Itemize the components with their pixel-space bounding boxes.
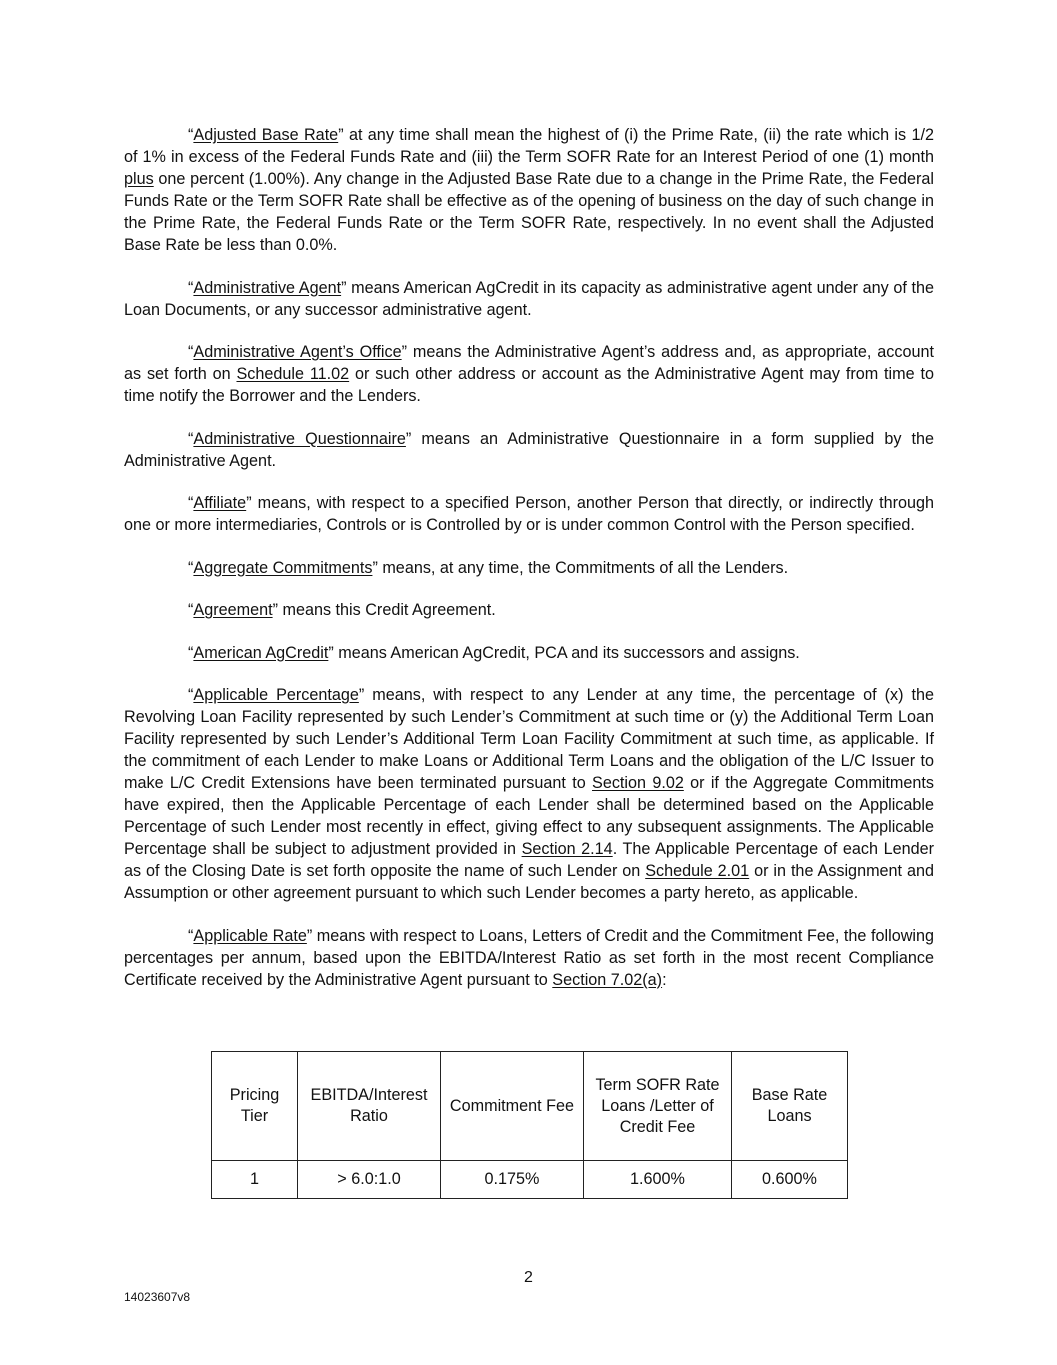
definition-administrative-agents-office: “Administrative Agent’s Office” means the Administrative Agent’s address and, as appropriate, account as set forth on Schedule 11.02 or such other address or account as the Administrative Agent may from time to time notify the Borrower and the Lenders. [124,343,934,405]
cross-reference: Schedule 2.01 [645,862,750,880]
definition-affiliate: “Affiliate” means, with respect to a specified Person, another Person that directly, or indirectly through one or more intermediaries, Controls or is Controlled by or is under common Control with the Person specified. [124,494,934,534]
definition-agreement: “Agreement” means this Credit Agreement. [188,601,496,619]
cross-reference: Schedule 11.02 [236,365,350,383]
cross-reference: Section 2.14 [521,840,613,858]
definition-aggregate-commitments: “Aggregate Commitments” means, at any time, the Commitments of all the Lenders. [188,558,789,577]
defined-term: Administrative Agent’s Office [193,343,402,361]
table-header-row [212,1052,848,1161]
table-cell: 1.600% [584,1161,732,1199]
defined-term: Affiliate [193,494,247,512]
defined-term: Adjusted Base Rate [193,126,339,144]
definition-applicable-rate: “Applicable Rate” means with respect to Loans, Letters of Credit and the Commitment Fee, the following percentages per annum, based upon the EBITDA/Interest Ratio as set forth in the most recent Compliance Certificate received by the Administrative Agent pursuant to Section 7.02(a): [124,926,934,989]
definition-american-agcredit: “American AgCredit” means American AgCredit, PCA and its successors and assigns. [188,643,800,662]
defined-term: Applicable Percentage [193,686,359,704]
definition-applicable-percentage: “Applicable Percentage” means, with respect to any Lender at any time, the percentage of (x) the Revolving Loan Facility represented by such Lender’s Commitment at such time or (y) the Additional Term Loan Facility represented by such Lender’s Additional Term Loan Facility Commitment at such time, as applicable. If the commitment of each Lender to make Loans or Additional Term Loans and the obligation of the L/C Issuer to make L/C Credit Extensions have been terminated pursuant to Section 9.02 or if the Aggregate Commitments have expired, then the Applicable Percentage of each Lender shall be determined based on the Applicable Percentage of such Lender most recently in effect, giving effect to any subsequent assignments. The Applicable Percentage shall be subject to adjustment provided in Section 2.14. The Applicable Percentage of each Lender as of the Closing Date is set forth opposite the name of such Lender on Schedule 2.01 or in the Assignment and Assumption or other agreement pursuant to which such Lender becomes a party hereto, as applicable. [124,686,935,902]
document-id: 14023607v8 [124,1290,191,1304]
definition-administrative-agent: “Administrative Agent” means American AgCredit in its capacity as administrative agent under any of the Loan Documents, or any successor administrative agent. [124,278,934,319]
cross-reference: Section 9.02 [592,774,684,792]
page-number: 2 [524,1269,533,1286]
table-header-cell: EBITDA/Interest Ratio [298,1052,441,1161]
definition-adjusted-base-rate: “Adjusted Base Rate” at any time shall mean the highest of (i) the Prime Rate, (ii) the rate which is 1/2 of 1% in excess of the Federal Funds Rate and (iii) the Term SOFR Rate for an Interest Period of one (1) month plus one percent (1.00%). Any change in the Adjusted Base Rate due to a change in the Prime Rate, the Federal Funds Rate or the Term SOFR Rate shall be effective as of the opening of business on the day of such change in the Prime Rate, the Federal Funds Rate or the Term SOFR Rate, respectively. In no event shall the Adjusted Base Rate be less than 0.0%. [124,126,934,254]
defined-term: Administrative Agent [193,278,342,297]
defined-term: Applicable Rate [193,926,307,945]
table-header-cell: Pricing Tier [212,1052,298,1161]
defined-term: American AgCredit [193,643,329,662]
definition-administrative-questionnaire: “Administrative Questionnaire” means an Administrative Questionnaire in a form supplied by the Administrative Agent. [124,429,934,470]
defined-term: Aggregate Commitments [193,558,373,577]
table-cell: 0.600% [732,1161,848,1199]
table-header-cell: Base Rate Loans [732,1052,848,1161]
table-row [212,1161,848,1199]
pricing-table [211,1051,848,1199]
cross-reference: Section 7.02(a) [552,970,663,989]
table-cell: > 6.0:1.0 [298,1161,441,1199]
table-header-cell: Commitment Fee [441,1052,584,1161]
table-cell: 1 [212,1161,298,1199]
document-body [124,124,934,1011]
defined-term: Administrative Questionnaire [193,429,406,448]
table-header-cell: Term SOFR Rate Loans /Letter of Credit Fee [584,1052,732,1161]
table-cell: 0.175% [441,1161,584,1199]
defined-term: Agreement [193,601,273,619]
